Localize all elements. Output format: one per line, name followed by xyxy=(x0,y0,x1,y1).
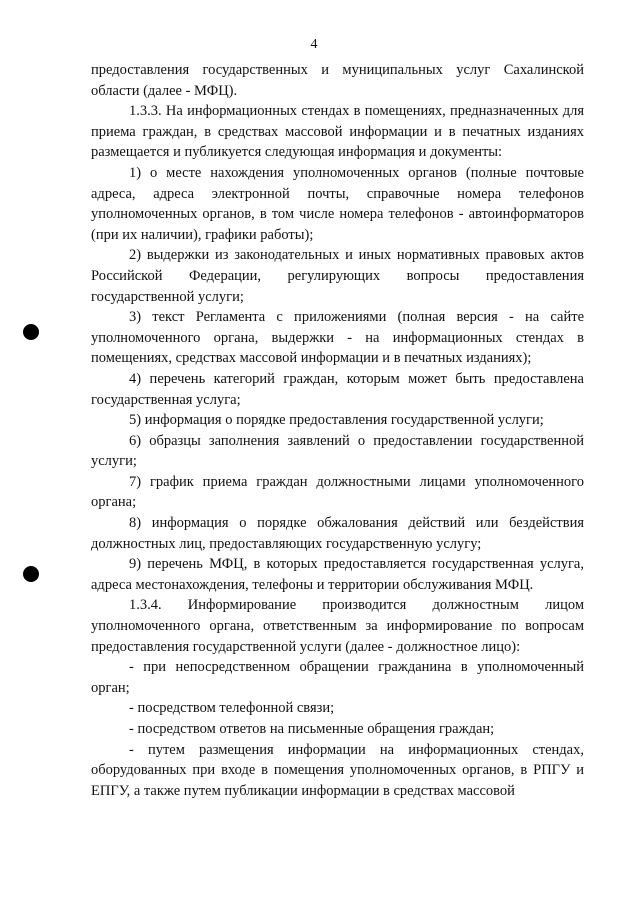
list-item-4: 4) перечень категорий граждан, которым может быть предоставлена государственная услуга; xyxy=(91,370,584,408)
bullet-item: - посредством телефонной связи; xyxy=(129,700,335,717)
document-body xyxy=(91,60,584,801)
paragraph-continuation: предоставления государственных и муниципальных услуг Сахалинской области (далее - МФЦ). xyxy=(91,62,584,99)
list-item-1: 1) о месте нахождения уполномоченных органов (полные почтовые адреса, адреса электронной почты, справочные номера телефонов уполномоченных органов, в том числе номера телефонов - автоинформаторов (при их наличии), графики работы); xyxy=(91,164,584,243)
list-item-7: 7) график приема граждан должностными лицами уполномоченного органа; xyxy=(91,473,584,511)
bullet-item: - при непосредственном обращении гражданина в уполномоченный орган; xyxy=(91,659,584,696)
bullet-item: - посредством ответов на письменные обращения граждан; xyxy=(129,721,495,737)
list-item-6: 6) образцы заполнения заявлений о предоставлении государственной услуги; xyxy=(91,432,584,470)
punch-hole xyxy=(23,566,39,582)
list-item-8: 8) информация о порядке обжалования действий или бездействия должностных лиц, предоставляющих государственную услугу; xyxy=(91,515,584,552)
paragraph-1-3-4: 1.3.4. Информирование производится должностным лицом уполномоченного органа, ответственным за информирование по вопросам предоставления государственной услуги (далее - должностное лицо): xyxy=(91,597,584,655)
list-item-9: 9) перечень МФЦ, в которых предоставляется государственная услуга, адреса местонахождения, телефоны и территории обслуживания МФЦ. xyxy=(91,556,584,593)
page-number: 4 xyxy=(310,37,318,52)
paragraph-1-3-3: 1.3.3. На информационных стендах в помещениях, предназначенных для приема граждан, в средствах массовой информации и в печатных изданиях размещается и публикуется следующая информация и документы: xyxy=(91,103,584,161)
bullet-item: - путем размещения информации на информационных стендах, оборудованных при входе в помещения уполномоченных органов, в РПГУ и ЕПГУ, а также путем публикации информации в средствах массовой xyxy=(91,741,584,799)
punch-hole xyxy=(23,324,39,340)
list-item-2: 2) выдержки из законодательных и иных нормативных правовых актов Российской Федерации, регулирующих вопросы предоставления государственной услуги; xyxy=(91,247,584,305)
list-item-5: 5) информация о порядке предоставления государственной услуги; xyxy=(129,412,544,429)
list-item-3: 3) текст Регламента с приложениями (полная версия - на сайте уполномоченного органа, выдержки - на информационных стендах в помещениях, средствах массовой информации и в печатных изданиях); xyxy=(91,309,584,367)
